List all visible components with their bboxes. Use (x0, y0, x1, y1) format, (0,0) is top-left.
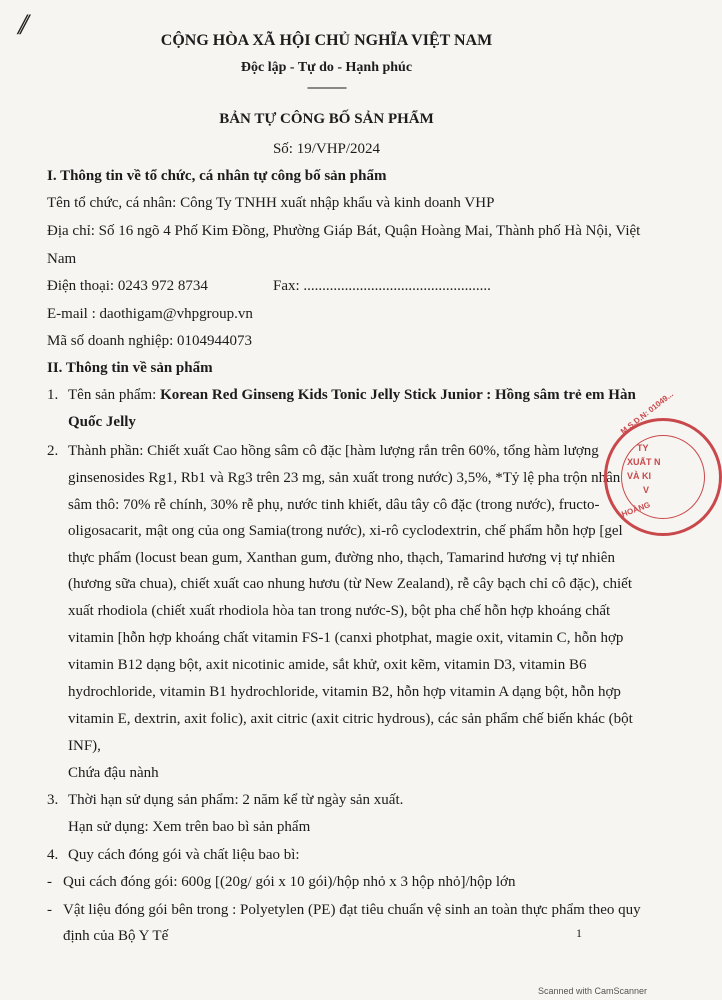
ingredients-line: vitamin B12 dạng bột, axit nicotinic amide, sắt khử, oxit kẽm, vitamin D3, vitamin B6 (68, 657, 587, 673)
ingredients-line: sâm thô: 70% rễ chính, 30% rễ phụ, nước tinh khiết, dâu tây cô đặc (trong nước), fructo- (68, 497, 600, 513)
ingredients-line: vitamin E, dextrin, axit folic), axit citric (axit citric hydrous), các sản phẩm chế biến khác (bột (68, 711, 633, 727)
ingredients-line: vitamin [hỗn hợp khoáng chất vitamin FS-1 (canxi photphat, magie oxit, vitamin C, hỗn hợp (68, 630, 624, 646)
fax: Fax: .................................................. (273, 278, 491, 294)
email: E-mail : daothigam@vhpgroup.vn (47, 306, 253, 322)
product-name-cont: Quốc Jelly (68, 414, 136, 430)
stamp-ring-text: M.S.D.N: 01049... (619, 389, 675, 437)
packaging-material: Vật liệu đóng gói bên trong : Polyetylen (PE) đạt tiêu chuẩn vệ sinh an toàn thực phẩm theo quy (63, 902, 641, 918)
ingredients-line: Thành phần: Chiết xuất Cao hồng sâm cô đặc [hàm lượng rắn trên 60%, tổng hàm lượng (68, 443, 599, 459)
packaging-heading: Quy cách đóng gói và chất liệu bao bì: (68, 847, 300, 863)
bullet-dash: - (47, 902, 52, 918)
product-name-prefix: Tên sản phẩm: (68, 387, 161, 403)
shelf-life: Thời hạn sử dụng sản phẩm: 2 năm kể từ ngày sản xuất. (68, 792, 404, 808)
product-name: Korean Red Ginseng Kids Tonic Jelly Stick Junior : Hồng sâm trẻ em Hàn (160, 387, 636, 403)
product-name-line (68, 387, 636, 404)
ingredients-line: hydrochloride, vitamin B1 hydrochloride, vitamin B2, hỗn hợp vitamin A dạng bột, hỗn hợp (68, 684, 621, 700)
ingredients-line: xuất rhodiola (chiết xuất rhodiola hòa tan trong nước-S), bột pha chế hỗn hợp khoáng chất (68, 603, 611, 619)
header-rule: ------------- (307, 80, 346, 94)
stamp-line: TY (637, 443, 649, 453)
section-1-heading: I. Thông tin về tổ chức, cá nhân tự công bố sản phẩm (47, 168, 387, 184)
address-line-2: Nam (47, 251, 77, 267)
document-title: BẢN TỰ CÔNG BỐ SẢN PHẨM (219, 111, 434, 127)
item-number: 4. (47, 847, 59, 863)
stamp-line: XUẤT N (627, 457, 661, 467)
item-number: 2. (47, 443, 59, 459)
company-stamp (604, 389, 722, 536)
ingredients-line: oligosacarit, mật ong của ong Samia(trong nước), xi-rô cyclodextrin, chế phẩm hỗn hợp [gel (68, 523, 623, 539)
packaging-spec: Qui cách đóng gói: 600g [(20g/ gói x 10 gói)/hộp nhỏ x 3 hộp nhỏ]/hộp lớn (63, 874, 516, 890)
organization-name: Tên tổ chức, cá nhân: Công Ty TNHH xuất nhập khẩu và kinh doanh VHP (47, 195, 495, 211)
soy-notice: Chứa đậu nành (68, 765, 159, 781)
expiry-note: Hạn sử dụng: Xem trên bao bì sản phẩm (68, 819, 311, 835)
handwritten-mark: // (18, 8, 23, 41)
scanner-watermark: Scanned with CamScanner (537, 986, 647, 996)
business-code: Mã số doanh nghiệp: 0104944073 (47, 333, 252, 349)
item-number: 1. (47, 387, 59, 403)
stamp-bottom-text: HOÀNG (620, 500, 652, 519)
section-2-heading: II. Thông tin về sản phẩm (47, 360, 213, 376)
stamp-line: VÀ KI (627, 471, 652, 481)
ingredients-line: ginsenosides Rg1, Rb1 và Rg3 trên 23 mg, sản xuất trong nước) 3,5%, *Tỷ lệ pha trộn nhân (68, 470, 621, 486)
bullet-dash: - (47, 874, 52, 890)
document-number: Số: 19/VHP/2024 (272, 141, 381, 157)
stamp-line: V (643, 485, 650, 495)
motto: Độc lập - Tự do - Hạnh phúc (240, 60, 413, 75)
ingredients-line: (hương sữa chua), chiết xuất cao nhung hươu (từ New Zealand), rễ cây bạch chỉ cô đặc), chiết (68, 576, 632, 592)
ingredients-line: thực phẩm (locust bean gum, Xanthan gum, đường nho, thạch, Tamarind hương vị tự nhiên (68, 550, 615, 566)
ingredients-line: INF), (68, 738, 101, 754)
page-number: 1 (576, 926, 582, 940)
packaging-material-cont: định của Bộ Y Tế (63, 928, 169, 944)
address-line-1: Địa chỉ: Số 16 ngõ 4 Phố Kim Đồng, Phường Giáp Bát, Quận Hoàng Mai, Thành phố Hà Nội, Việt (47, 223, 641, 239)
item-number: 3. (47, 792, 59, 808)
phone: Điện thoại: 0243 972 8734 (47, 278, 208, 294)
nation-title: CỘNG HÒA XÃ HỘI CHỦ NGHĨA VIỆT NAM (160, 32, 493, 49)
